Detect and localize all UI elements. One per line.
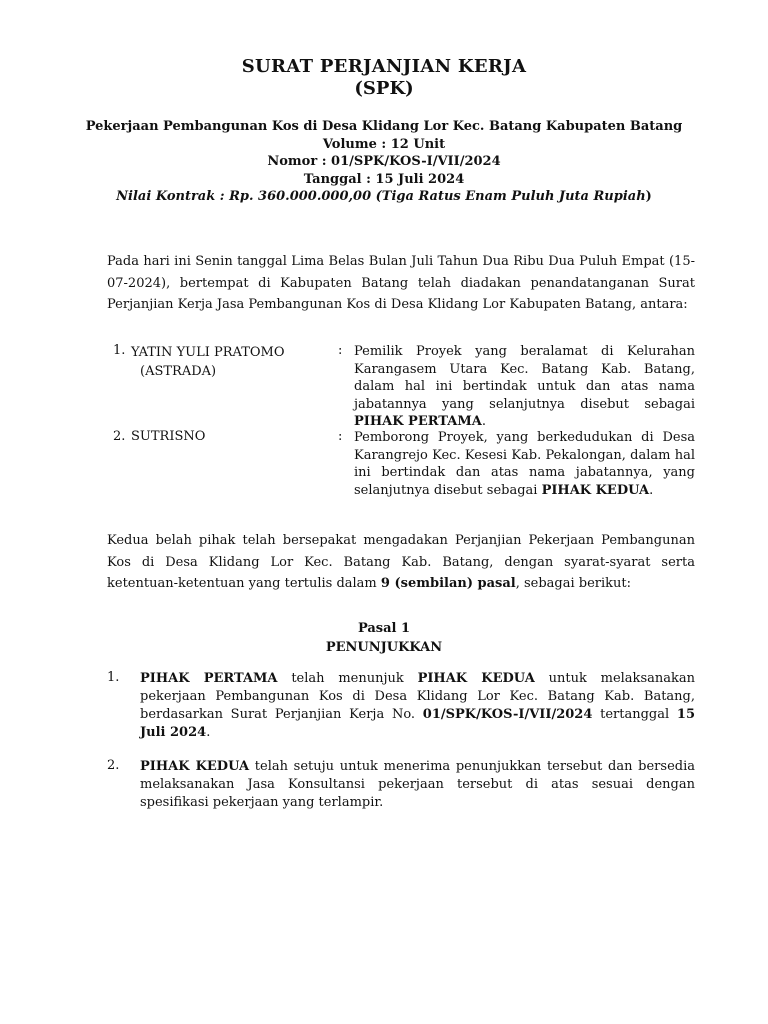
pasal-number: Pasal 1 (357, 621, 411, 636)
contract-number: Nomor : 01/SPK/KOS-I/VII/2024 (267, 154, 501, 169)
pasal-1-heading (0, 619, 768, 657)
party-description (354, 429, 695, 499)
party-desc-text: Pemborong Proyek, yang berkedudukan di Desa Karangrejo Kec. Kesesi Kab. Pekalongan, dalam hal ini bertindak dan atas nama jabatannya, yang selanjutnya disebut sebagai (354, 430, 695, 498)
item-text-3: tertanggal (592, 707, 677, 722)
agreement-text-end: , sebagai berikut: (515, 576, 631, 591)
party-role: PIHAK KEDUA (541, 482, 650, 498)
item-text (140, 758, 695, 812)
agreement-paragraph (107, 530, 695, 595)
party-name-line1: YATIN YULI PRATOMO (131, 345, 285, 360)
intro-paragraph: Pada hari ini Senin tanggal Lima Belas Bulan Juli Tahun Dua Ribu Dua Puluh Empat (15-07-2024), bertempat di Kabupaten Batang telah diadakan penandatanganan Surat Perjanjian Kerja Jasa Pembangunan Kos di Desa Klidang Lor Kabupaten Batang, antara: (107, 254, 695, 312)
party-number: 1. (113, 343, 126, 358)
party-desc-text: Pemilik Proyek yang beralamat di Kelurahan Karangasem Utara Kec. Batang Kab. Batang, dalam hal ini bertindak untuk dan atas nama jabatannya yang selanjutnya disebut sebagai (354, 344, 695, 412)
item-bold-1: PIHAK KEDUA (140, 759, 250, 774)
document-subtitle: (SPK) (354, 78, 414, 99)
contract-date: Tanggal : 15 Juli 2024 (303, 171, 465, 187)
party-colon: : (338, 343, 343, 358)
party-name (131, 343, 285, 381)
item-bold-2: PIHAK KEDUA (417, 671, 535, 686)
document-title: SURAT PERJANJIAN KERJA (241, 56, 527, 77)
party-colon: : (338, 429, 343, 444)
contract-value-amount: Nilai Kontrak : Rp. 360.000.000,00 ( (116, 189, 382, 204)
party-name: SUTRISNO (131, 429, 206, 444)
contract-info (0, 118, 768, 206)
party-description (354, 343, 695, 431)
volume: Volume : 12 Unit (322, 136, 446, 152)
item-bold-4: 15 Juli 2024 (140, 707, 695, 740)
pasal-title: PENUNJUKKAN (325, 640, 443, 655)
document-header (0, 56, 768, 100)
agreement-text: Kedua belah pihak telah bersepakat mengadakan Perjanjian Pekerjaan Pembangunan Kos di Desa Klidang Lor Kec. Batang Kab. Batang, dengan syarat-syarat serta ketentuan-ketentuan yang tertulis dalam (107, 533, 695, 591)
item-text (140, 670, 695, 742)
party-number: 2. (113, 429, 126, 444)
party-desc-end: . (481, 414, 486, 429)
party-desc-end: . (649, 482, 654, 498)
contract-value (0, 188, 768, 206)
item-number: 2. (107, 758, 120, 773)
item-bold-1: PIHAK PERTAMA (140, 671, 278, 686)
item-number: 1. (107, 670, 120, 685)
item-bold-3: 01/SPK/KOS-I/VII/2024 (422, 707, 593, 722)
item-text-1: telah menunjuk (277, 671, 418, 686)
contract-value-words: Tiga Ratus Enam Puluh Juta Rupiah (381, 189, 646, 204)
item-text-4: . (206, 725, 211, 740)
item-text-1: telah setuju untuk menerima penunjukkan tersebut dan bersedia melaksanakan Jasa Konsultansi pekerjaan tersebut di atas sesuai dengan spesifikasi pekerjaan yang terlampir. (140, 759, 695, 810)
party-role: PIHAK PERTAMA (354, 414, 482, 429)
contract-value-close: ) (645, 189, 652, 204)
project-name: Pekerjaan Pembangunan Kos di Desa Klidang Lor Kec. Batang Kabupaten Batang (85, 119, 683, 134)
agreement-pasal-count: 9 (sembilan) pasal (380, 576, 516, 591)
item-text-2: untuk melaksanakan pekerjaan Pembangunan Kos di Desa Klidang Lor Kec. Batang Kab. Batang, berdasarkan Surat Perjanjian Kerja No. (140, 671, 695, 722)
party-name-line2: (ASTRADA) (140, 364, 217, 379)
